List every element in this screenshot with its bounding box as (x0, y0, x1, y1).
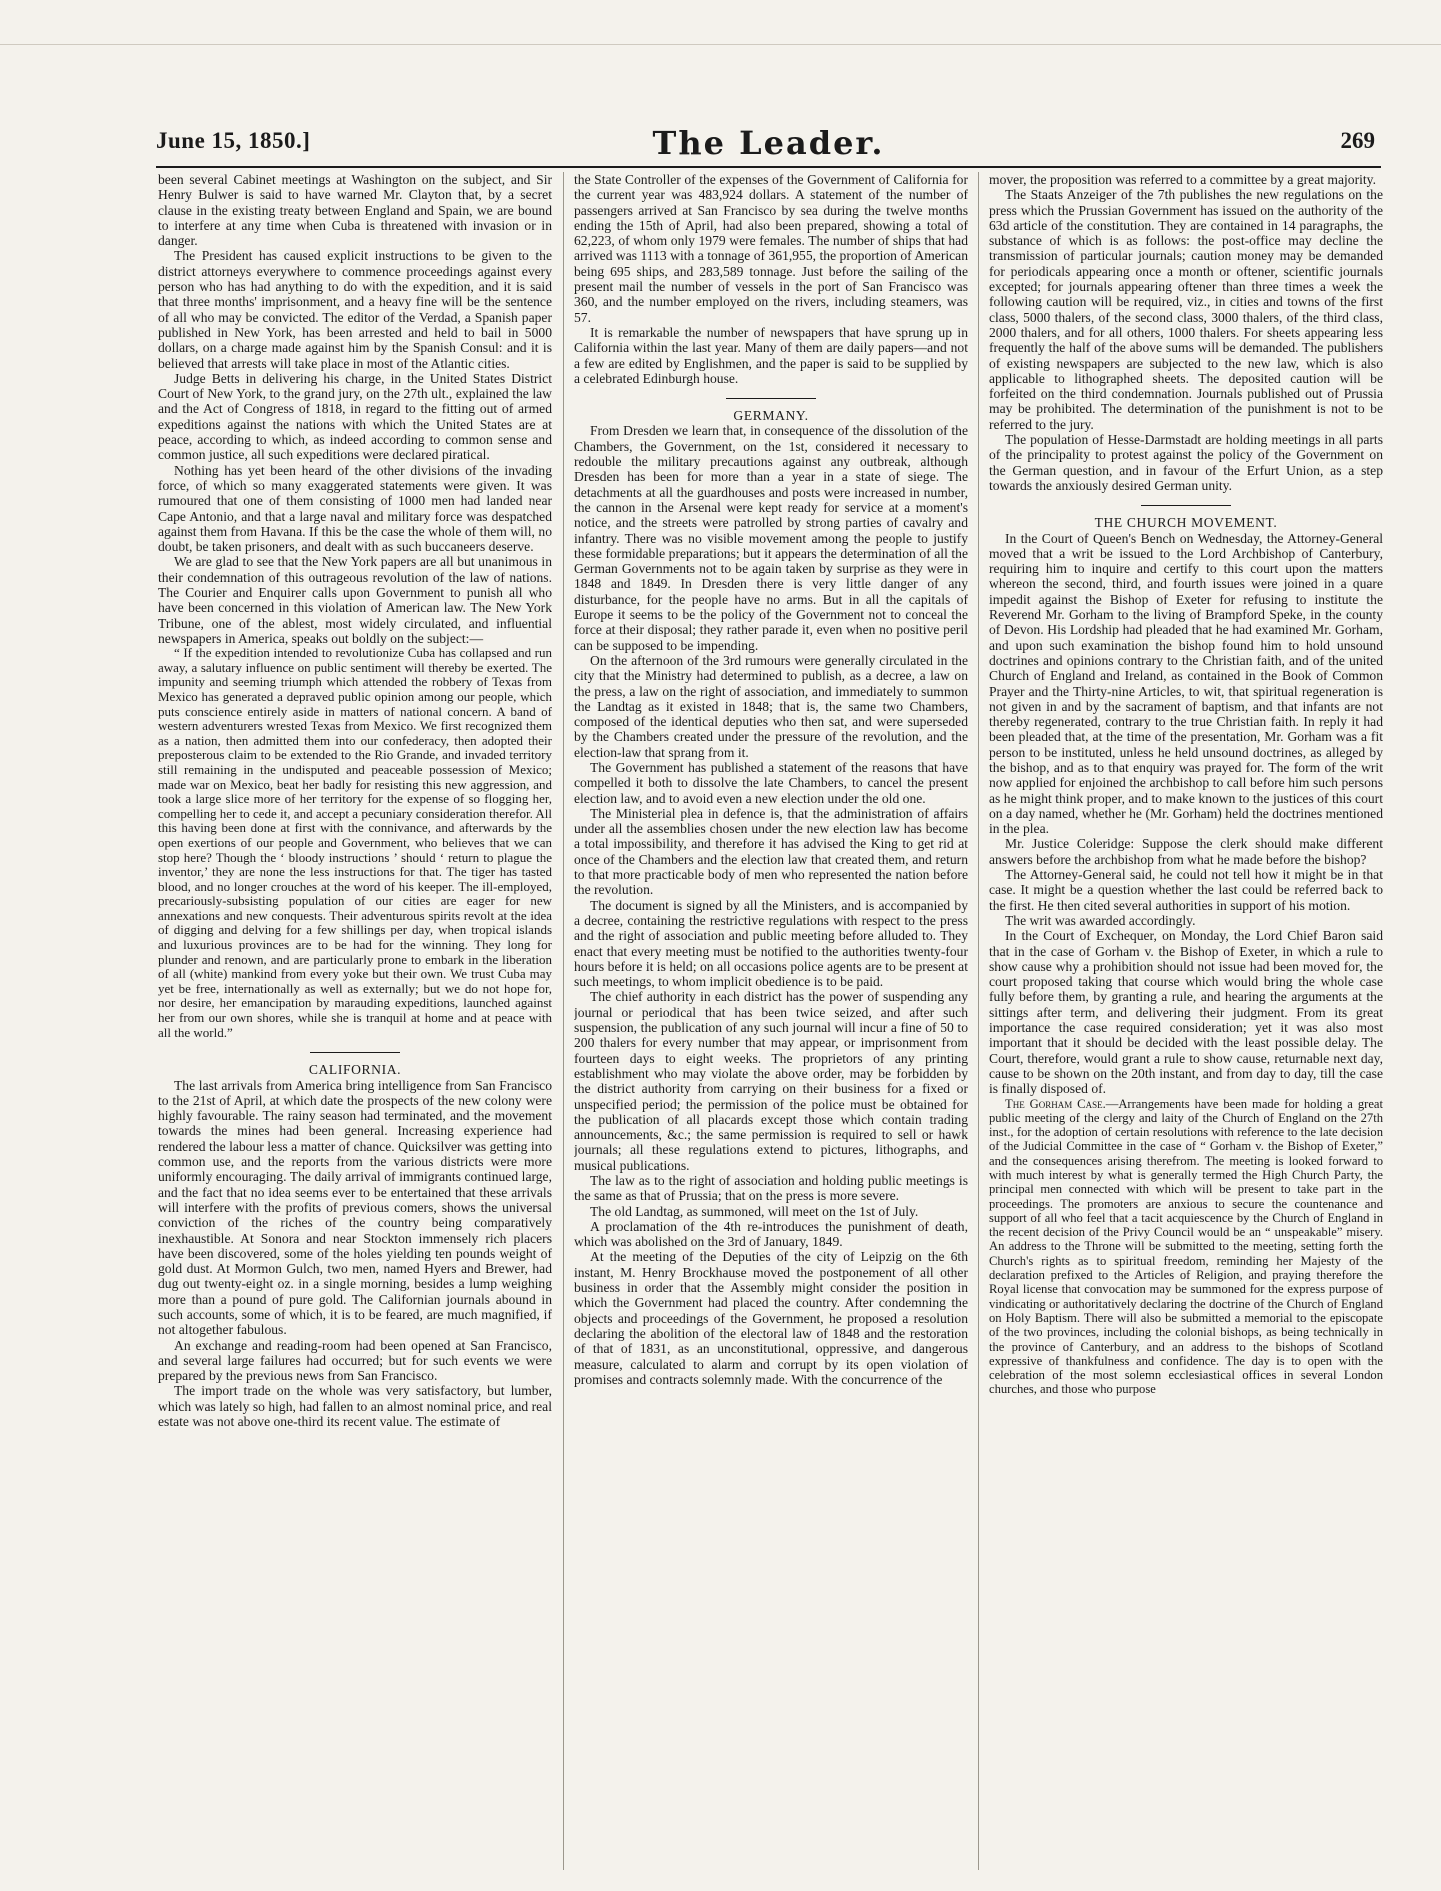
paragraph: A proclamation of the 4th re-introduces the punishment of death, which was abolished on the 3rd of January, 1849. (574, 1218, 968, 1250)
page-number: 269 (1340, 128, 1375, 153)
paragraph: been several Cabinet meetings at Washington on the subject, and Sir Henry Bulwer is said to have warned Mr. Clayton that, by a secret clause in the existing treaty between England and Spain, we are bound to interfere at any time when Cuba is threatened with invasion or in danger. (158, 172, 552, 249)
scan-top-edge (0, 0, 1441, 45)
header-rule (156, 166, 1381, 168)
tribune-quote: “ If the expedition intended to revolutionize Cuba has collapsed and run away, a salutary influence on public sentiment will thereby be exerted. The impunity and seeming triumph which attended the robbery of Texas from Mexico has generated a depraved public opinion among our people, which puts conscience entirely aside in matters of national concern. A band of western adventurers wrested Texas from Mexico. We first recognized them as a nation, then admitted them into our confederacy, then adopted their preposterous claim to be extended to the Rio Grande, and invaded territory still remaining in the undisputed and peaceable possession of Mexico; made war on Mexico, beat her badly for resisting this new aggression, and took a large slice more of her territory for the expense of so flogging her, compelling her to cede it, and accept a pecuniary consideration therefor. All this having been done at first with the connivance, and afterwards by the open exertions of our people and Government, who believes that we can stop here? Though the ‘ bloody instructions ’ should ‘ return to plague the inventor,’ they are none the less instructions for that. The tiger has tasted blood, and no longer crouches at the word of his keeper. The ill-employed, precariously-subsisting population of our cities are eager for new annexations and new conquests. Their adventurous spirits revolt at the idea of digging and delving for a few shillings per day, when tropical islands and luxurious provinces are to be had for the winning. They long for plunder and renown, and are particularly prone to embark in the liberation of all (white) mankind from every yoke but their own. We trust Cuba may yet be free, internationally as well as externally; but we do not hope for, nor desire, her emancipation by marauding expeditions, launched against her from our own shores, while she is tranquil at home and at peace with all the world.” (158, 645, 552, 1040)
paragraph: The population of Hesse-Darmstadt are holding meetings in all parts of the principality to protest against the policy of the Government on the German question, and in favour of the Erfurt Union, as a step towards the anxiously desired German unity. (989, 432, 1383, 493)
paragraph: The import trade on the whole was very satisfactory, but lumber, which was lately so high, had fallen to an almost nominal price, and real estate was not above one-third its recent value. The estimate of (158, 1383, 552, 1430)
column-1 (158, 172, 552, 1870)
section-heading-california: CALIFORNIA. (308, 1062, 402, 1078)
section-rule (1141, 505, 1231, 506)
paragraph: The Government has published a statement of the reasons that have compelled it both to dissolve the late Chambers, to cancel the present election law, and to avoid even a new election under the old one. (574, 759, 968, 806)
section-rule (726, 398, 816, 399)
paragraph: The President has caused explicit instructions to be given to the district attorneys everywhere to commence proceedings against every person who has had anything to do with the expedition, and it is said that three months' imprisonment, and a heavy fine will be the sentence of all who may be convicted. The editor of the Verdad, a Spanish paper published in New York, has been arrested and held to bail in 5000 dollars, on a charge made against him by the Spanish Consul: and it is believed that arrests will take place in most of the Atlantic cities. (158, 248, 552, 371)
masthead-title: The Leader. (652, 124, 885, 162)
paragraph: It is remarkable the number of newspapers that have sprung up in California within the last year. Many of them are daily papers—and not a few are edited by Englishmen, and the paper is said to be supplied by a celebrated Edinburgh house. (574, 324, 968, 386)
paragraph: mover, the proposition was referred to a committee by a great majority. (989, 172, 1376, 187)
column-2 (574, 172, 968, 1870)
paragraph: The chief authority in each district has the power of suspending any journal or periodical that has been twice seized, and after such suspension, the publication of any such journal will incur a fine of 50 to 200 thalers for every number that may appear, or imprisonment from fourteen days to eight weeks. The proprietors of any printing establishment who may violate the above order, may be forbidden by the district authority from carrying on their business for a fixed or unspecified period; the permission of the police must be obtained for the publication of all placards except those which contain trading announcements, &c.; the same permission is required to sell or hawk journals; all these regulations extend to pictures, lithographs, and musical publications. (574, 989, 968, 1173)
paragraph: On the afternoon of the 3rd rumours were generally circulated in the city that the Ministry had determined to publish, as a decree, a law on the press, a law on the right of association, and immediately to summon the Landtag as it existed in 1848; that is, the same two Chambers, composed of the identical deputies who then sat, and were superseded by the Chambers created under the pressure of the revolution, and the election-law that sprang from it. (574, 652, 968, 760)
paragraph: An exchange and reading-room had been opened at San Francisco, and several large failures had occurred; but for such events we were prepared by the previous news from San Francisco. (158, 1337, 552, 1384)
run-in-heading: The Gorham Case. (1005, 1096, 1106, 1111)
column-divider (978, 172, 979, 1870)
page-header (156, 124, 1381, 164)
paragraph: From Dresden we learn that, in consequence of the dissolution of the Chambers, the Government, on the 1st, considered it necessary to redouble the military precautions against any outbreak, although Dresden has been for more than a year in a state of siege. The detachments at all the guardhouses and posts were increased in number, the cannon in the Arsenal were kept ready for service at a moment's notice, and the streets were patrolled by strong parties of cavalry and infantry. There was no visible movement among the people to justify these formidable preparations; but it appears the determination of all the German Governments not to be again taken by surprise as they were in 1848 and 1849. In Dresden there is very little danger of any disturbance, for the people have no arms. But in all the capitals of Europe it seems to be the policy of the Government not to conceal the force at their disposal; they rather parade it, even when no positive peril can be supposed to be impending. (574, 423, 968, 653)
paragraph: The Ministerial plea in defence is, that the administration of affairs under all the assemblies chosen under the new election law has become a total impossibility, and therefore it has advised the King to get rid at once of the Chambers and the election law that created them, and return to that more practicable body of men who represented the nation before the revolution. (574, 805, 968, 898)
paragraph: The writ was awarded accordingly. (1005, 912, 1196, 928)
section-heading-germany: GERMANY. (733, 408, 809, 424)
paragraph-gorham-case (989, 1097, 1383, 1397)
paragraph: The Attorney-General said, he could not tell how it might be in that case. It might be a question whether the last could be referred back to the first. He then cited several authorities in support of his motion. (989, 867, 1383, 913)
paragraph: The old Landtag, as summoned, will meet on the 1st of July. (590, 1203, 919, 1219)
paragraph: The document is signed by all the Ministers, and is accompanied by a decree, containing the restrictive regulations with respect to the press and the right of association and public meeting before alluded to. They enact that every meeting must be notified to the authorities twenty-four hours before it is held; on all occasions police agents are to be present at such meetings, to whom implicit obedience is to be paid. (574, 897, 968, 990)
column-divider (563, 172, 564, 1870)
paragraph: the State Controller of the expenses of the Government of California for the current year was 483,924 dollars. A statement of the number of passengers arrived at San Francisco by sea during the twelve months ending the 15th of April, had also been prepared, showing a total of 62,223, of whom only 1979 were females. The number of ships that had arrived was 1113 with a tonnage of 361,955, the proportion of American being 695 ships, and 283,589 tonnage. Just before the sailing of the present mail the number of vessels in the port of San Francisco was 360, and the number employed on the rivers, including steamers, was 57. (574, 172, 968, 325)
paragraph: The Staats Anzeiger of the 7th publishes the new regulations on the press which the Prussian Government has issued on the authority of the 63d article of the constitution. They are contained in 14 paragraphs, the substance of which is as follows: the post-office may decline the transmission of particular journals; caution money may be demanded for periodicals appearing once a month or oftener, scientific journals excepted; for journals appearing oftener than three times a week the following caution will be required, viz., in cities and towns of the first class, 5000 thalers, of the second class, 3000 thalers, of the third class, 2000 thalers, and for all others, 1000 thalers. For sheets appearing less frequently the half of the above sums will be demanded. The publishers of existing newspapers are subjected to the new law, which is also applicable to lithographed sheets. The deposited caution will be forfeited on the third condemnation. Journals published out of Prussia may be prohibited. The determination of the punishment is not to be referred to the jury. (989, 187, 1383, 432)
paragraph: The law as to the right of association and holding public meetings is the same as that of Prussia; that on the press is more severe. (574, 1173, 968, 1204)
paragraph: We are glad to see that the New York papers are all but unanimous in their condemnation of this outrageous revolution of the law of nations. The Courier and Enquirer calls upon Government to punish all who have been concerned in this violation of American law. The New York Tribune, one of the ablest, most widely circulated, and influential newspapers in America, speaks out boldly on the subject:— (158, 554, 552, 646)
issue-date: June 15, 1850.] (156, 128, 311, 153)
paragraph: Nothing has yet been heard of the other divisions of the invading force, of which so many exaggerated statements were given. It was rumoured that one of them consisting of 1000 men had landed near Cape Antonio, and that a large naval and military force was despatched against them from Havana. If this be the case the whole of them will, no doubt, be taken prisoners, and dealt with as such buccaneers deserve. (158, 462, 552, 555)
column-3 (989, 172, 1383, 1870)
paragraph: In the Court of Queen's Bench on Wednesday, the Attorney-General moved that a writ be issued to the Lord Archbishop of Canterbury, requiring him to inquire and certify to this court upon the matters whereon the second, third, and fourth issues were joined in a quare impedit against the Bishop of Exeter for refusing to institute the Reverend Mr. Gorham to the living of Brampford Speke, in the county of Devon. His Lordship had pleaded that he had examined Mr. Gorham, and upon such examination the bishop found him to hold unsound doctrines and opinions contrary to the Christian faith, and of the united Church of England and Ireland, as contained in the Book of Common Prayer and the Thirty-nine Articles, to wit, that spiritual regeneration is not given in and by the sacrament of baptism, and that infants are not thereby regenerated, contrary to the true Christian faith. In reply it had been pleaded that, at the time of the presentation, Mr. Gorham was a fit person to be instituted, unless he held unsound doctrines, as alleged by the bishop, and as to that enquiry was prayed for. The form of the writ now applied for enjoined the archbishop to call before him such persons as he might think proper, and to make known to the justices of this court on a day named, whether he (Mr. Gorham) held the doctrines mentioned in the plea. (989, 530, 1383, 837)
paragraph-text: —Arrangements have been made for holding a great public meeting of the clergy and laity of the Church of England on the 27th inst., for the adoption of certain resolutions with reference to the late decision of the Judicial Committee in the case of “ Gorham v. the Bishop of Exeter,” and the consequences arising therefrom. The meeting is looked forward to with much interest by what is generally termed the High Church Party, the principal men connected with which will be present to take part in the proceedings. The promoters are anxious to secure the countenance and support of all who feel that a tacit acquiescence by the Church of England in the recent decision of the Privy Council would be an “ unspeakable” misery. An address to the Throne will be submitted to the meeting, setting forth the Church's rights as to spiritual freedom, reminding her Majesty of the declaration prefixed to the Articles of Religion, and praying therefore the Royal license that convocation may be summoned for the express purpose of vindicating or authoritatively declaring the doctrine of the Church of England on Holy Baptism. There will also be submitted a memorial to the episcopate of the two provinces, including the colonial bishops, as being technically in the province of Canterbury, and an address to the bishops of Scotland expressive of thankfulness and confidence. The day is to open with the celebration of the most solemn ecclesiastical offices in several London churches, and those who purpose (989, 1096, 1383, 1397)
paragraph: The last arrivals from America bring intelligence from San Francisco to the 21st of April, at which date the prospects of the new colony were highly favourable. The rainy season had terminated, and the movement towards the mines had been general. Increasing experience had rendered the labour less a matter of chance. Quicksilver was getting into common use, and the reports from the various districts were more uniformly encouraging. The daily arrival of immigrants continued large, and the fact that no idea seems ever to be entertained that these arrivals will interfere with the profits of previous comers, shows the universal conviction of the riches of the country being comparatively inexhaustible. At Sonora and near Stockton immensely rich placers have been discovered, some of the holes yielding ten pounds weight of gold dust. At Mormon Gulch, two men, named Hyers and Brewer, had dug out twenty-eight oz. in a single morning, besides a lump weighing more than a pound of pure gold. The Californian journals abound in such accounts, some of which, it is to be feared, are much magnified, if not altogether fabulous. (158, 1077, 552, 1338)
paragraph: Judge Betts in delivering his charge, in the United States District Court of New York, to the grand jury, on the 27th ult., explained the law and the Act of Congress of 1818, in regard to the fitting out of armed expeditions against the nations with which the United States are at peace, according to which, as indeed according to common sense and common justice, all such expeditions were declared piratical. (158, 370, 552, 463)
paragraph: Mr. Justice Coleridge: Suppose the clerk should make different answers before the archbishop from what he made before the bishop? (989, 836, 1383, 867)
section-rule (310, 1052, 400, 1053)
paragraph: At the meeting of the Deputies of the city of Leipzig on the 6th instant, M. Henry Brockhause moved the postponement of all other business in order that the Assembly might consider the position in which the Government had placed the country. After condemning the objects and proceedings of the Government, he proposed a resolution declaring the abolition of the electoral law of 1848 and the restoration of that of 1831, as an unconstitutional, oppressive, and dangerous measure, calculated to alarm and corrupt by its open violation of promises and contracts solemnly made. With the concurrence of the (574, 1249, 968, 1387)
section-heading-church-movement: THE CHURCH MOVEMENT. (1094, 515, 1278, 531)
paragraph: In the Court of Exchequer, on Monday, the Lord Chief Baron said that in the case of Gorham v. the Bishop of Exeter, in which a rule to show cause why a prohibition should not issue had been moved for, the court proposed taking that course which would bring the whole case fully before them, by granting a rule, and hearing the arguments at the sittings after term, and delivering their judgment. From its great importance the case required consideration; yet it was also most important that it should be decided with the least possible delay. The Court, therefore, would grant a rule to show cause, returnable next day, cause to be shown on the 20th instant, and from day to day, till the case is finally disposed of. (989, 928, 1383, 1097)
